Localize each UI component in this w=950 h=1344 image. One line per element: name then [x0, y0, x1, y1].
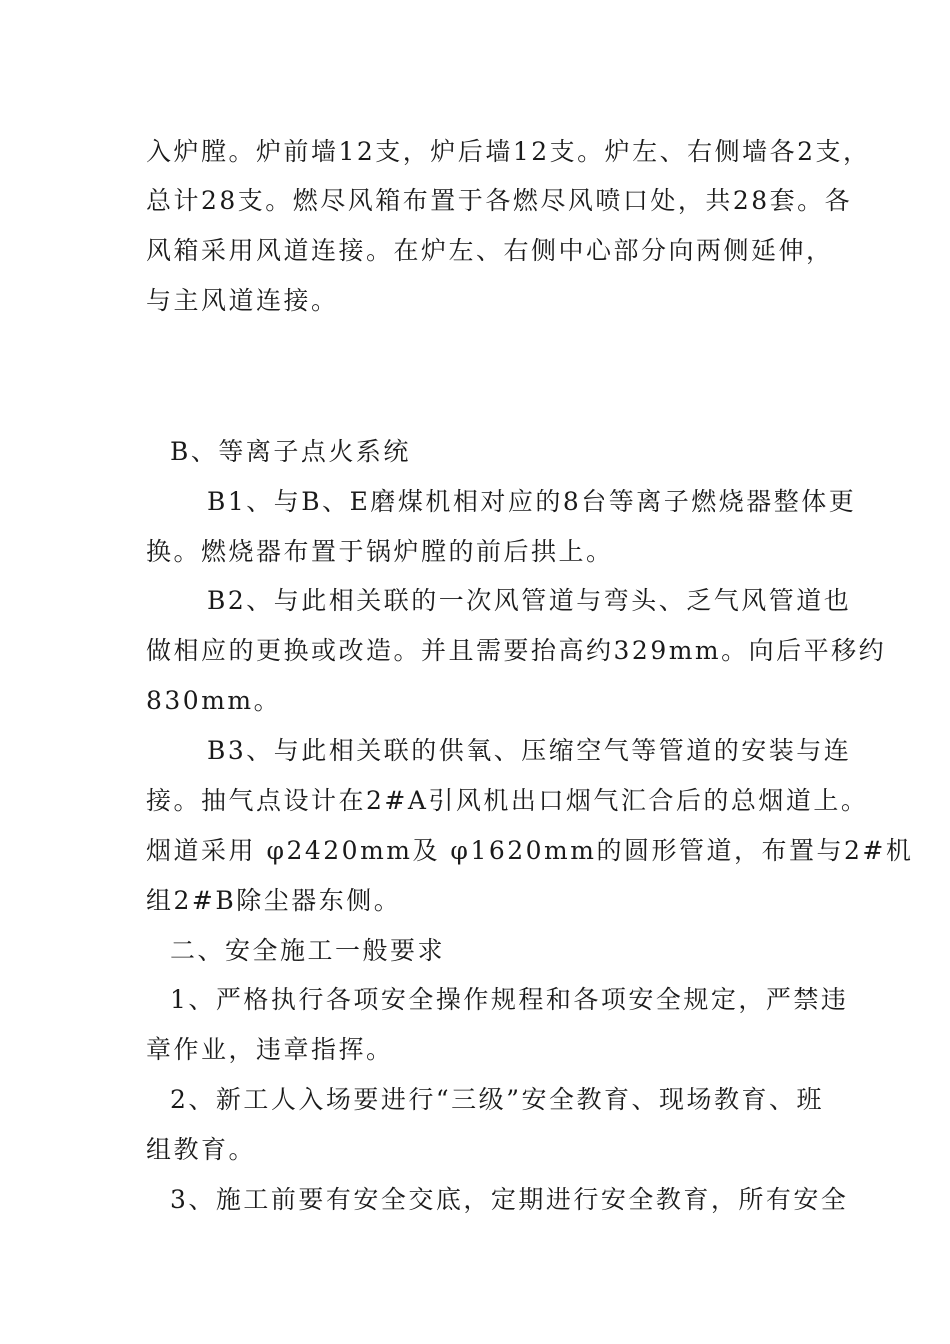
text-line: 组2#B除尘器东侧。 [146, 886, 402, 915]
text-line: 3、施工前要有安全交底，定期进行安全教育，所有安全 [170, 1185, 849, 1214]
section-heading: B、等离子点火系统 [170, 437, 411, 466]
text-line: 风箱采用风道连接。在炉左、右侧中心部分向两侧延伸， [146, 236, 834, 265]
text-line: 做相应的更换或改造。并且需要抬高约329mm。向后平移约 [146, 636, 887, 665]
text-line: 组教育。 [146, 1135, 257, 1164]
text-line: B1、与B、E磨煤机相对应的8台等离子燃烧器整体更 [207, 487, 857, 516]
text-line: 1、严格执行各项安全操作规程和各项安全规定，严禁违 [170, 985, 849, 1014]
text-line: 烟道采用 φ2420mm及 φ1620mm的圆形管道，布置与2#机 [146, 836, 914, 865]
text-line: B2、与此相关联的一次风管道与弯头、乏气风管道也 [207, 586, 852, 615]
text-line: 2、新工人入场要进行“三级”安全教育、现场教育、班 [170, 1085, 824, 1114]
text-line: 章作业，违章指挥。 [146, 1035, 394, 1064]
text-line: 换。燃烧器布置于锅炉膛的前后拱上。 [146, 537, 614, 566]
text-line: 与主风道连接。 [146, 286, 339, 315]
text-line: B3、与此相关联的供氧、压缩空气等管道的安装与连 [207, 736, 852, 765]
text-line: 接。抽气点设计在2#A引风机出口烟气汇合后的总烟道上。 [146, 786, 869, 815]
text-line: 830mm。 [146, 686, 282, 715]
section-heading: 二、安全施工一般要求 [170, 936, 446, 965]
text-line: 入炉膛。炉前墙12支，炉后墙12支。炉左、右侧墙各2支， [146, 137, 871, 166]
text-line: 总计28支。燃尽风箱布置于各燃尽风喷口处，共28套。各 [146, 186, 853, 215]
